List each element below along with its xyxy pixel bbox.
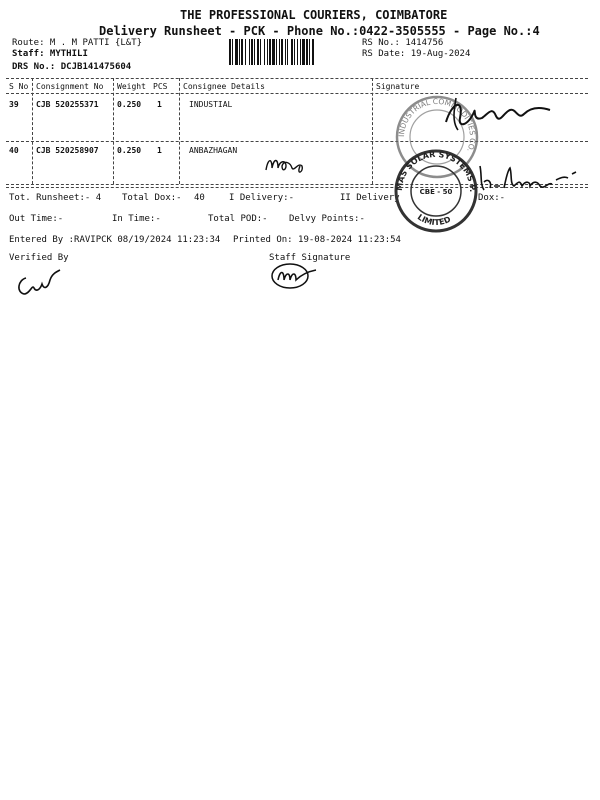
entered-by: Entered By :RAVIPCK 08/19/2024 11:23:34 xyxy=(9,235,221,245)
row-39-weight: 0.250 xyxy=(117,100,142,109)
total-dox-value: 40 xyxy=(194,193,205,203)
col-header-pcs: PCS xyxy=(153,82,168,91)
tot-runsheet: Tot. Runsheet:- 4 xyxy=(9,193,102,203)
printed-on: Printed On: 19-08-2024 11:23:54 xyxy=(233,235,401,245)
company-stamp-2 xyxy=(392,147,480,235)
in-time: In Time:- xyxy=(112,214,161,224)
row-39-sno: 39 xyxy=(9,100,19,109)
col-header-consignment: Consignment No xyxy=(36,82,104,91)
stamp-2-center-text: CBE - 50 xyxy=(419,188,453,196)
stamp-2-top-text: MAS SOLAR SYSTEMS P. xyxy=(394,149,478,193)
stamp-2-bottom-text: LIMITED xyxy=(415,212,453,228)
signature-row-39 xyxy=(438,92,558,142)
col-header-signature: Signature xyxy=(376,82,420,91)
rs-date: RS Date: 19-Aug-2024 xyxy=(362,49,471,59)
col-divider-3 xyxy=(179,78,180,184)
row-40-weight: 0.250 xyxy=(117,146,142,155)
drs-number: DRS No.: DCJB141475604 xyxy=(12,62,132,72)
rs-number: RS No.: 1414756 xyxy=(362,38,444,48)
col-divider-1 xyxy=(32,78,33,184)
col-header-sno: S No xyxy=(9,82,29,91)
svg-text:MAS SOLAR SYSTEMS P. xyxy=(395,150,477,192)
row-40-consignment: CJB 520258907 xyxy=(36,146,99,155)
row-39-consignment: CJB 520255371 xyxy=(36,100,99,109)
row-39-consignee: INDUSTIAL xyxy=(189,100,233,109)
total-dox-label: Total Dox:- xyxy=(122,193,182,203)
staff-signature-mark xyxy=(268,258,328,292)
svg-text:LIMITED xyxy=(416,212,453,227)
col-header-consignee: Consignee Details xyxy=(183,82,265,91)
ii-delivery: II Delivery xyxy=(340,193,400,203)
company-title: THE PROFESSIONAL COURIERS, COIMBATORE xyxy=(180,8,448,22)
signature-row-40 xyxy=(474,160,584,200)
staff-label: Staff: MYTHILI xyxy=(12,49,88,59)
verified-by-signature xyxy=(12,262,72,302)
col-divider-4 xyxy=(372,78,373,184)
verified-by: Verified By xyxy=(9,253,69,263)
col-divider-2 xyxy=(113,78,114,184)
signature-row-40-consignee xyxy=(262,150,312,180)
row-40-pcs: 1 xyxy=(157,146,162,155)
i-delivery: I Delivery:- xyxy=(229,193,295,203)
route-label: Route: M . M PATTI {L&T} xyxy=(12,38,143,48)
row-39-pcs: 1 xyxy=(157,100,162,109)
ii-delivery-dox: Dox:- xyxy=(478,193,506,203)
barcode xyxy=(229,39,355,65)
out-time: Out Time:- xyxy=(9,214,64,224)
row-40-consignee: ANBAZHAGAN xyxy=(189,146,238,155)
col-header-weight: Weight xyxy=(117,82,146,91)
staff-signature: Staff Signature xyxy=(269,253,351,263)
row-40-sno: 40 xyxy=(9,146,19,155)
table-top-rule xyxy=(6,78,588,79)
total-pod: Total POD:- xyxy=(208,214,268,224)
stamp-1-ring-text: INDUSTRIAL COMMODITIES CO. xyxy=(396,96,478,154)
runsheet-title: Delivery Runsheet - PCK - Phone No.:0422-3505555 - Page No.:4 xyxy=(99,24,540,38)
delvy-points: Delvy Points:- xyxy=(289,214,365,224)
